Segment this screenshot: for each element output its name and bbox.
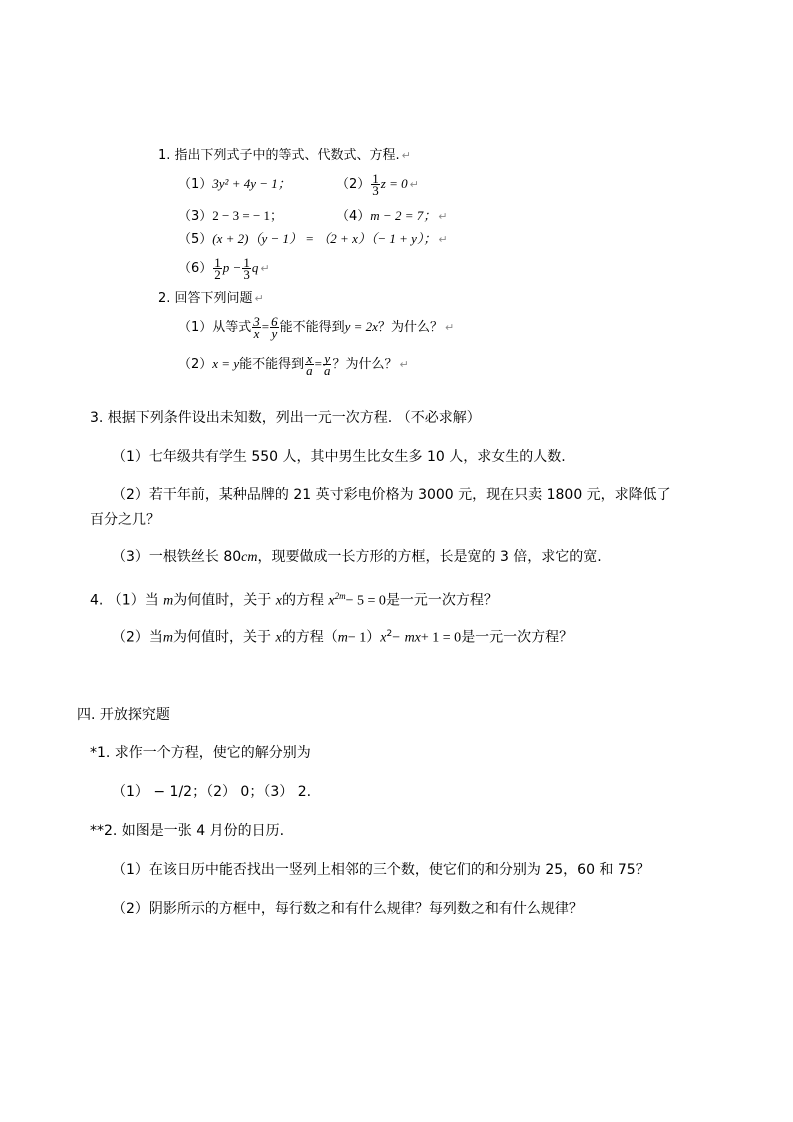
q4-item-2: （2）当m为何值时，关于 x的方程$(m- 1)x^2- mx+ 1 = 0$是一元一次方程？ [112,629,574,646]
section-4-title: 四. 开放探究题 [77,707,170,723]
open-question-2: **2. 如图是一张 4 月份的日历. [90,823,285,839]
fraction-one-third: $\frac{1}{3}$ [372,171,379,198]
q3-title: 3. 根据下列条件设出未知数，列出一元一次方程. （不必求解） [90,410,481,426]
paragraph-mark-icon: ↵ [401,149,411,162]
fraction-one-half: $\frac{1}{2}$ [214,255,221,282]
q2-item-2: （2）x = y能不能得到 $\frac{x}{a}$ = $\frac{y}{a}$ ？为什么？ ↵ [178,351,409,378]
q1-item-5: （5）(x + 2)（y − 1） = （2 + x）（− 1 + y）； ↵ [178,231,448,247]
fraction-6-over-y: $\frac{6}{y}$ [271,314,278,341]
paragraph-mark-icon: ↵ [409,178,419,191]
paragraph-mark-icon: ↵ [444,321,455,334]
fraction-y-over-a: $\frac{y}{a}$ [323,351,331,378]
q1-item-1: （1）3y² + 4y − 1； [178,176,291,192]
paragraph-mark-icon: ↵ [438,233,448,246]
q1-item-4: （4）m − 2 = 7； ↵ [336,208,448,224]
paragraph-mark-icon: ↵ [399,358,409,371]
q1-item-6: （6） $\frac{1}{2}$ p − $\frac{1}{3}$ q ↵ [178,255,270,282]
open-question-2-part-2: （2）阴影所示的方框中，每行数之和有什么规律？每列数之和有什么规律？ [112,901,583,917]
fraction-one-third-b: $\frac{1}{3}$ [243,255,250,282]
q3-item-3: （3）一根铁丝长 80cm，现要做成一长方形的方框，长是宽的 3 倍，求它的宽. [112,549,602,565]
open-question-1: *1. 求作一个方程，使它的解分别为 [90,745,311,761]
q3-item-1: （1）七年级共有学生 550 人，其中男生比女生多 10 人，求女生的人数. [112,449,566,465]
paragraph-mark-icon: ↵ [260,262,270,275]
q3-item-2-line-2: 百分之几？ [90,512,160,528]
q3-item-2-line-1: （2）若干年前，某种品牌的 21 英寸彩电价格为 3000 元，现在只卖 1800 元，求降低了 [112,487,671,503]
q4-item-1: 4. （1）当 m为何值时，关于 x的方程 $x^{2m}- 5 = 0$是一元一次方程？ [90,591,498,609]
q1-item-3: （3）2 − 3 = − 1； [178,208,284,224]
open-question-1-items: （1） − 1/2；（2） 0；（3） 2. [112,784,312,800]
q1-title: 1. 指出下列式子中的等式、代数式、方程. ↵ [158,148,411,163]
q1-item-2: （2） $\frac{1}{3}$ z = 0 ↵ [336,171,419,198]
q2-title: 2. 回答下列问题 ↵ [158,291,264,306]
q2-item-1: （1）从等式 $\frac{3}{x}$ = $\frac{6}{y}$ 能不能得到y = 2x？为什么？ ↵ [178,314,455,341]
open-question-2-part-1: （1）在该日历中能否找出一竖列上相邻的三个数，使它们的和分别为 25，60 和 75？ [112,862,650,878]
fraction-3-over-x: $\frac{3}{x}$ [253,314,260,341]
fraction-x-over-a: $\frac{x}{a}$ [306,351,313,378]
paragraph-mark-icon: ↵ [254,292,264,305]
paragraph-mark-icon: ↵ [438,210,448,223]
